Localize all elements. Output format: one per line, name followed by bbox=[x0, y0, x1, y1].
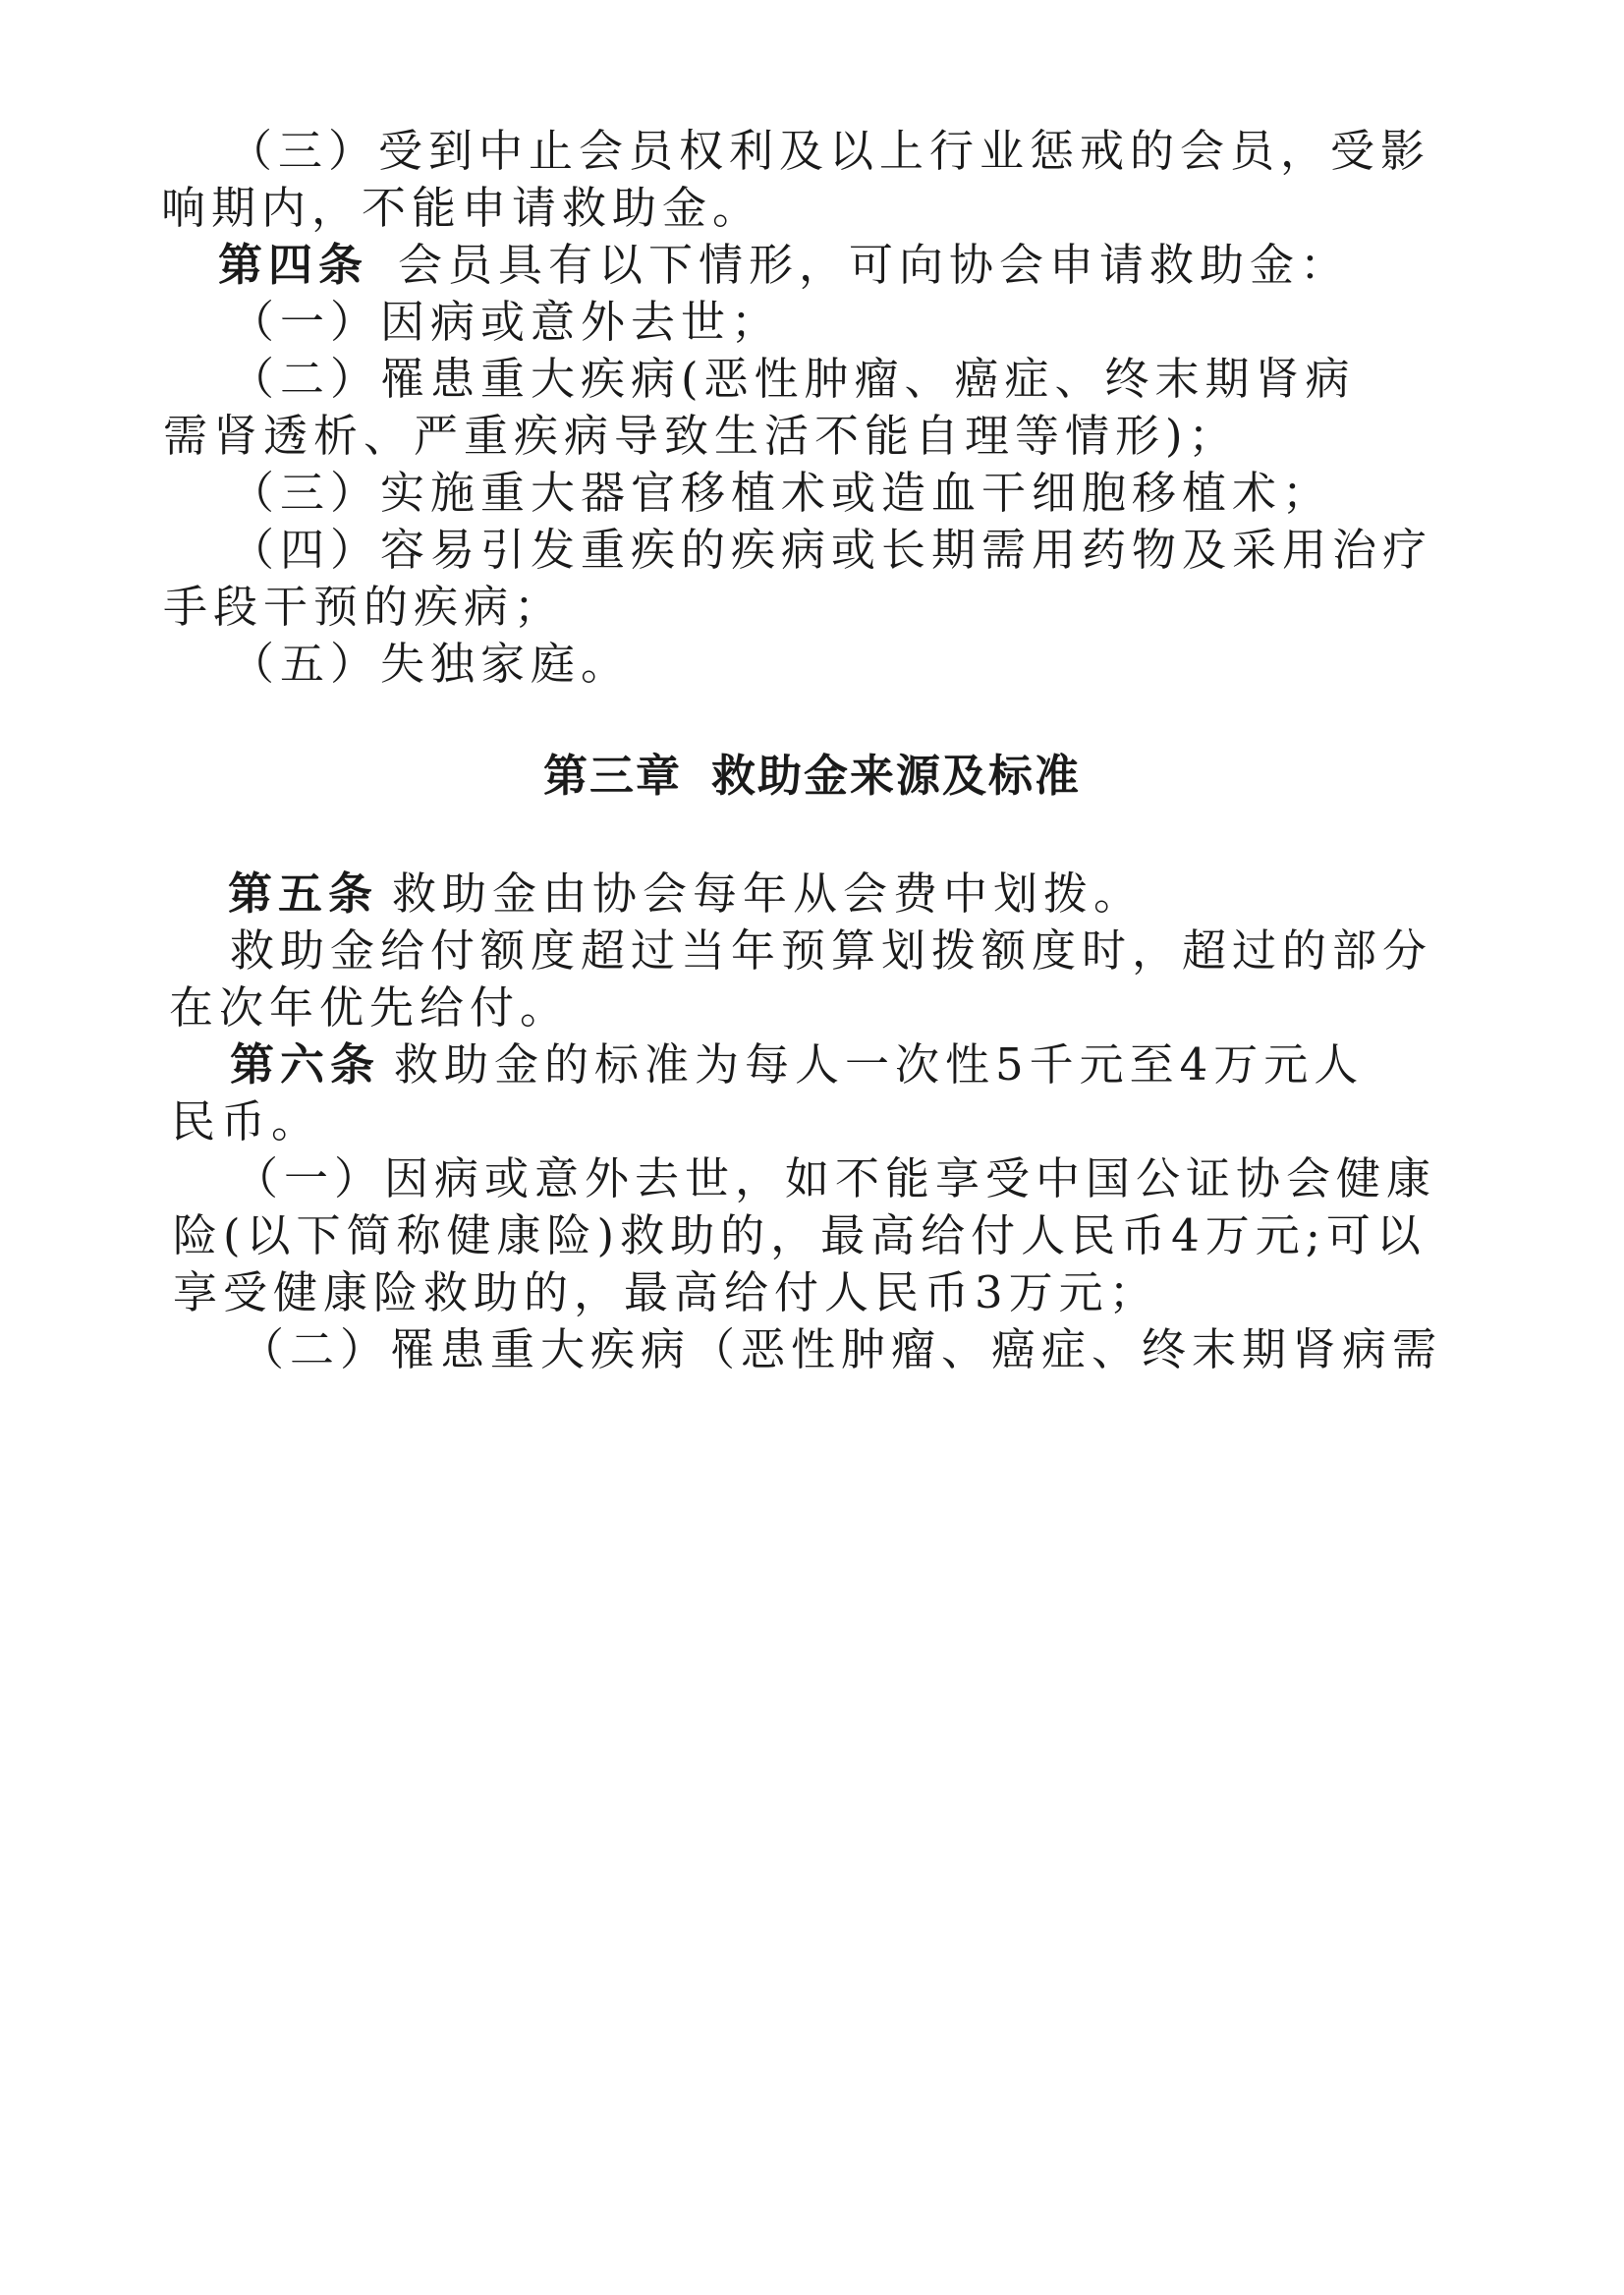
article-4-label: 第四条 bbox=[218, 239, 369, 291]
paragraph-line: 险(以下简称健康险)救助的，最高给付人民币4万元;可以 bbox=[173, 1209, 1427, 1261]
paragraph-line: 救助金给付额度超过当年预算划拨额度时，超过的部分 bbox=[230, 924, 1433, 977]
article-5-text: 救助金由协会每年从会费中划拨。 bbox=[392, 868, 1145, 920]
article-6-label: 第六条 bbox=[230, 1038, 381, 1091]
paragraph-line: 在次年优先给付。 bbox=[169, 981, 571, 1034]
list-item: （五）失独家庭。 bbox=[230, 638, 632, 690]
paragraph-line: 民币。 bbox=[171, 1095, 322, 1148]
paragraph-line: 响期内，不能申请救助金。 bbox=[161, 182, 763, 234]
article-5-label: 第五条 bbox=[228, 868, 379, 920]
article-5-line bbox=[228, 865, 1144, 924]
chapter-title: 救助金来源及标准 bbox=[711, 750, 1082, 802]
paragraph-line: 手段干预的疾病； bbox=[163, 581, 565, 633]
paragraph-line: 享受健康险救助的，最高给付人民币3万元； bbox=[173, 1266, 1159, 1318]
chapter-label: 第三章 bbox=[542, 750, 682, 802]
list-item: （一）因病或意外去世，如不能享受中国公证协会健康 bbox=[234, 1152, 1437, 1204]
article-6-text: 救助金的标准为每人一次性5千元至4万元人 bbox=[394, 1038, 1365, 1091]
paragraph-line: 需肾透析、严重疾病导致生活不能自理等情形)； bbox=[163, 410, 1239, 462]
list-item: （三）实施重大器官移植术或造血干细胞移植术； bbox=[230, 467, 1333, 519]
paragraph-line: （三）受到中止会员权利及以上行业惩戒的会员，受影 bbox=[228, 125, 1431, 177]
chapter-heading bbox=[0, 747, 1624, 806]
list-item: （一）因病或意外去世； bbox=[230, 296, 782, 348]
list-item: （二）罹患重大疾病（恶性肿瘤、癌症、终末期肾病需 bbox=[240, 1323, 1443, 1375]
article-4-text: 会员具有以下情形，可向协会申请救助金： bbox=[398, 239, 1351, 291]
article-6-line bbox=[230, 1036, 1364, 1094]
list-item: （四）容易引发重疾的疾病或长期需用药物及采用治疗 bbox=[230, 524, 1433, 576]
article-4-line bbox=[218, 236, 1350, 295]
list-item: （二）罹患重大疾病(恶性肿瘤、癌症、终末期肾病 bbox=[230, 353, 1356, 405]
